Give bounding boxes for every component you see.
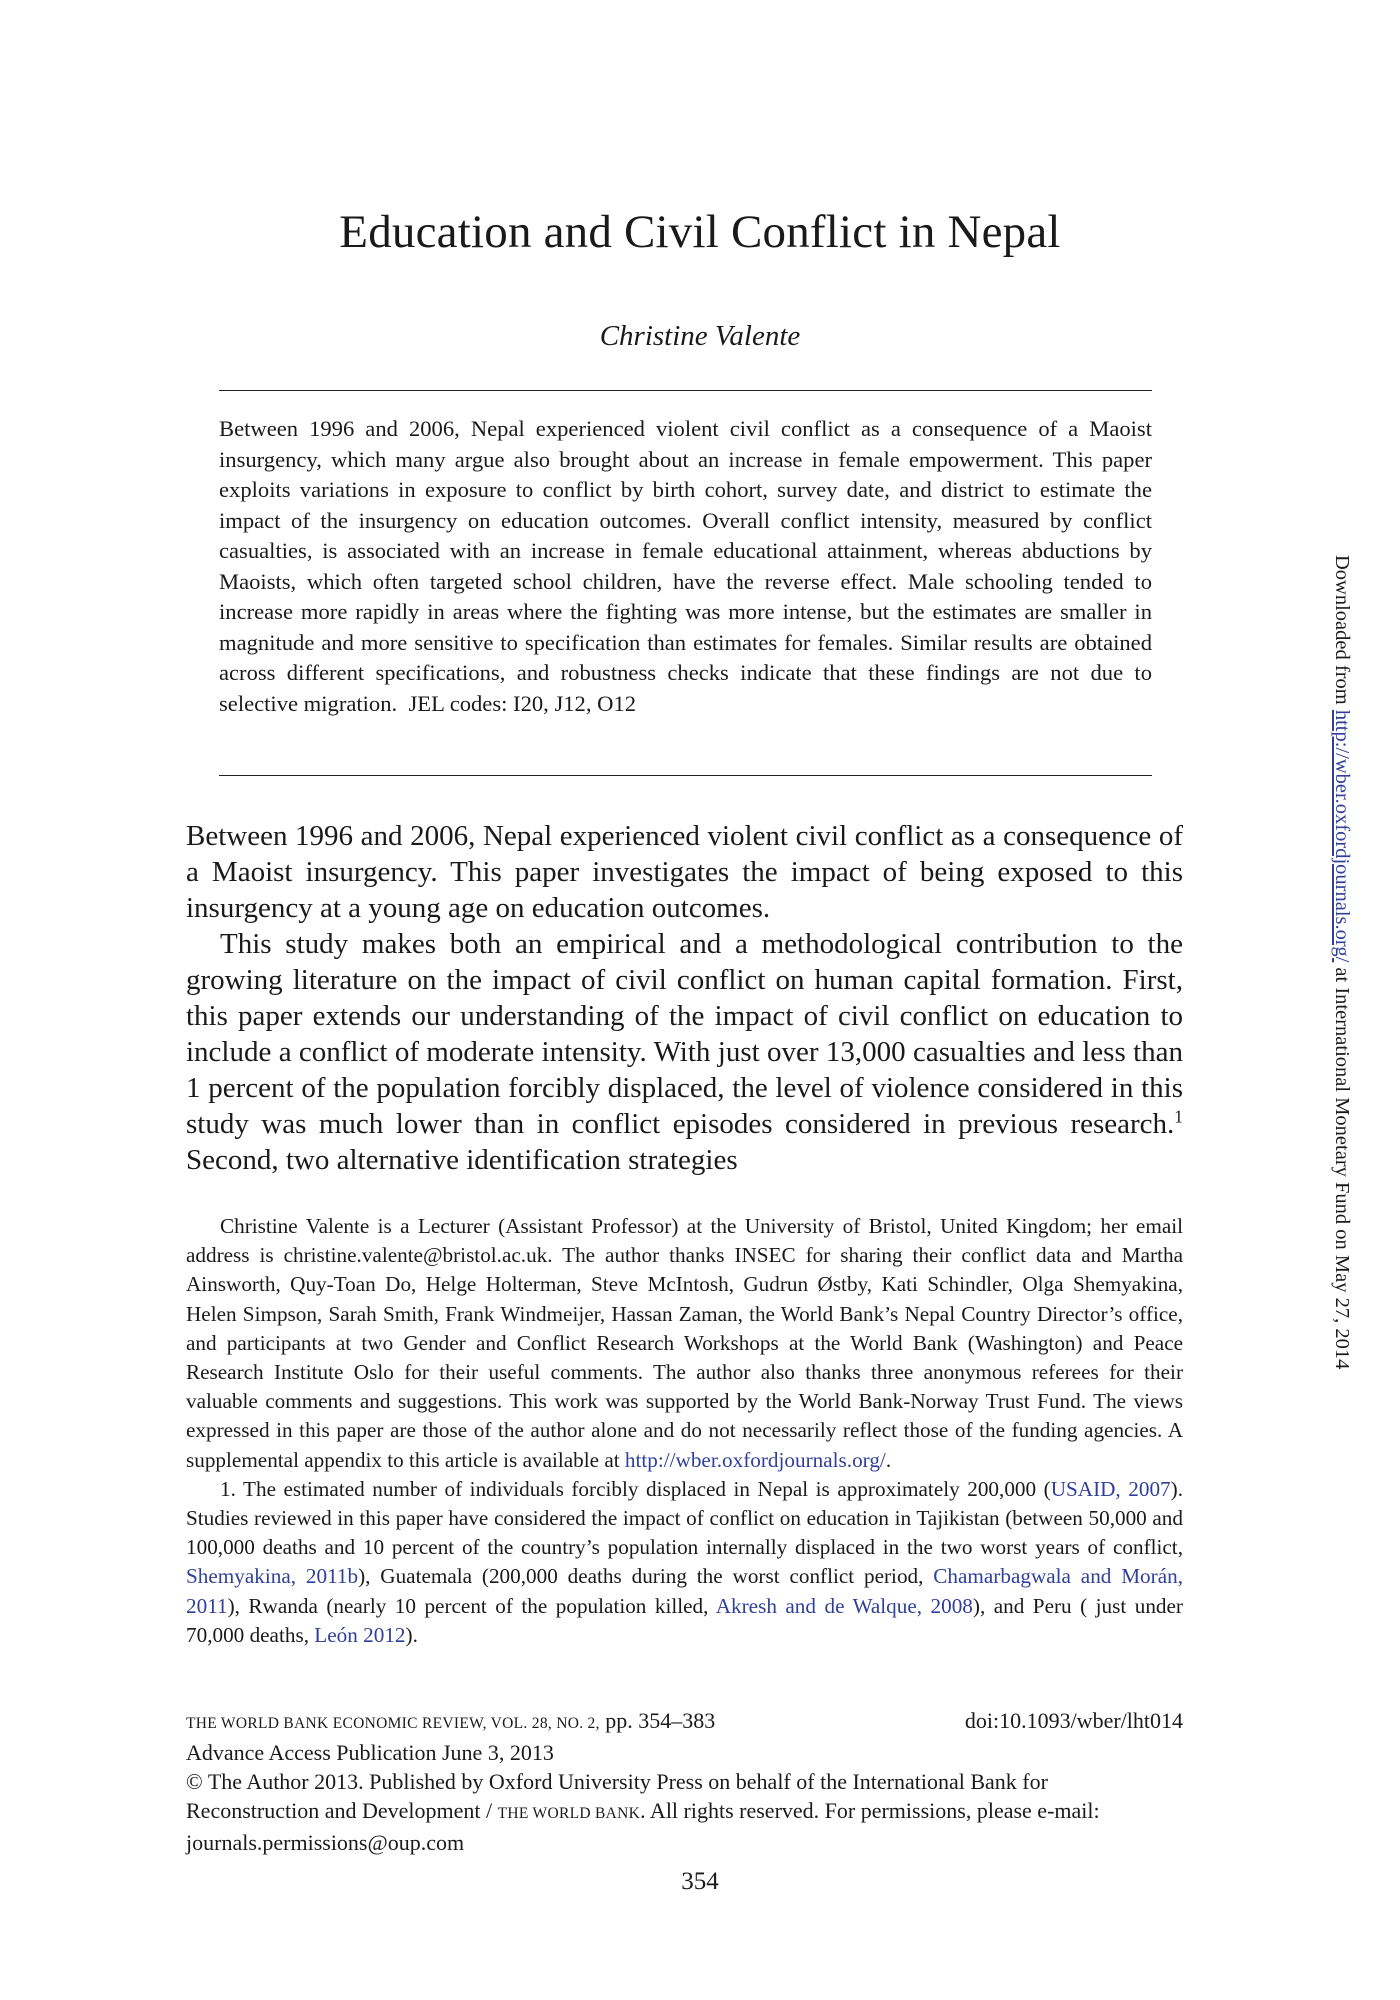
- copyright: [186, 1767, 1183, 1857]
- page-range: pp. 354–383: [599, 1708, 716, 1733]
- author-note-end: .: [885, 1447, 892, 1472]
- footnote-1-text-2: ). Studies reviewed in this paper have considered the impact of conflict on education in Tajikistan (between 50,000 and 100,000 deaths and 10 percent of the country’s population internally displaced in the two worst years of conflict,: [186, 1476, 1183, 1560]
- author-note-text: Christine Valente is a Lecturer (Assistant Professor) at the University of Bristol, United Kingdom; her email address is christine.valente@bristol.ac.uk. The author thanks INSEC for sharing their conflict data and Martha Ainsworth, Quy-Toan Do, Helge Holterman, Steve McIntosh, Gudrun Østby, Kati Schindler, Olga Shemyakina, Helen Simpson, Sarah Smith, Frank Windmeijer, Hassan Zaman, the World Bank’s Nepal Country Director’s office, and participants at two Gender and Conflict Research Workshops at the World Bank (Washington) and Peace Research Institute Oslo for their useful comments. The author also thanks three anonymous referees for their valuable comments and suggestions. This work was supported by the World Bank-Norway Trust Fund. The views expressed in this paper are those of the author alone and do not necessarily reflect those of the funding agencies. A supplemental appendix to this article is available at: [186, 1214, 1183, 1472]
- download-suffix: at International Monetary Fund on May 27, 2014: [1331, 962, 1353, 1370]
- ref-leon-2012[interactable]: León 2012: [314, 1622, 406, 1647]
- body-paragraph-2-tail: Second, two alternative identification strategies: [186, 1144, 738, 1176]
- ref-akresh-de-walque-2008[interactable]: Akresh and de Walque, 2008: [715, 1593, 973, 1618]
- advance-access: Advance Access Publication June 3, 2013: [186, 1740, 554, 1765]
- journal-name: THE WORLD BANK ECONOMIC REVIEW, VOL. 28, NO. 2,: [186, 1715, 600, 1732]
- ref-chamarbagwala-moran-2011[interactable]: Chamarbagwala and Morán, 2011: [186, 1564, 1184, 1618]
- jel-codes: JEL codes: I20, J12, O12: [397, 690, 637, 716]
- footnote-1-text-6: ).: [405, 1622, 418, 1647]
- footnote-1-text-3: ), Guatemala (200,000 deaths during the worst conflict period,: [358, 1564, 934, 1589]
- author-note: [186, 1212, 1183, 1475]
- doi: doi:10.1093/wber/lht014: [964, 1708, 1183, 1733]
- copyright-text-a: © The Author 2013. Published by Oxford University Press on behalf of the International Bank for Reconstruction and Development /: [186, 1769, 1048, 1823]
- author-name: Christine Valente: [599, 320, 801, 352]
- journal-citation: [186, 1706, 715, 1738]
- download-prefix: Downloaded from: [1331, 555, 1353, 710]
- footnote-1: [186, 1475, 1183, 1650]
- publication-info: [186, 1706, 1183, 1857]
- copyright-world-bank: THE WORLD BANK: [497, 1805, 641, 1822]
- copyright-text-b: . All rights reserved. For permissions, please e-mail: journals.permissions@oup.com: [186, 1798, 1100, 1855]
- footnote-marker[interactable]: 1: [1174, 1106, 1183, 1127]
- abstract: [219, 414, 1152, 719]
- ref-usaid-2007[interactable]: USAID, 2007: [1050, 1476, 1171, 1501]
- citation-row: [186, 1706, 1183, 1738]
- abstract-bottom-rule: [219, 775, 1152, 776]
- download-link[interactable]: http://wber.oxfordjournals.org/: [1331, 709, 1353, 963]
- body-paragraph-2: [186, 926, 1183, 1178]
- footnote-1-text-5: ), and Peru ( just under 70,000 deaths,: [186, 1593, 1183, 1647]
- supplement-link[interactable]: http://wber.oxfordjournals.org/: [624, 1447, 886, 1472]
- footnotes: [186, 1212, 1183, 1650]
- body-paragraph-1: Between 1996 and 2006, Nepal experienced violent civil conflict as a consequence of a Maoist insurgency. This paper investigates the impact of being exposed to this insurgency at a young age on education outcomes.: [186, 820, 1183, 924]
- paper-title: Education and Civil Conflict in Nepal: [339, 206, 1061, 258]
- abstract-top-rule: [219, 390, 1152, 391]
- body-paragraph-2-text: This study makes both an empirical and a methodological contribution to the growing literature on the impact of civil conflict on human capital formation. First, this paper extends our understanding of the impact of civil conflict on education to include a conflict of moderate intensity. With just over 13,000 casualties and less than 1 percent of the population forcibly displaced, the level of violence considered in this study was much lower than in conflict episodes considered in previous research.: [186, 928, 1183, 1140]
- download-watermark: [1330, 555, 1353, 1369]
- body-text: [186, 818, 1183, 1178]
- page-number: 354: [681, 1868, 719, 1895]
- footnote-1-text-1: 1. The estimated number of individuals forcibly displaced in Nepal is approximately 200,000 (: [220, 1476, 1051, 1501]
- footnote-1-text-4: ), Rwanda (nearly 10 percent of the population killed,: [227, 1593, 716, 1618]
- abstract-text: Between 1996 and 2006, Nepal experienced violent civil conflict as a consequence of a Maoist insurgency, which many argue also brought about an increase in female empowerment. This paper exploits variations in exposure to conflict by birth cohort, survey date, and district to estimate the impact of the insurgency on education outcomes. Overall conflict intensity, measured by conflict casualties, is associated with an increase in female educational attainment, whereas abductions by Maoists, which often targeted school children, have the reverse effect. Male schooling tended to increase more rapidly in areas where the fighting was more intense, but the estimates are smaller in magnitude and more sensitive to specification than estimates for females. Similar results are obtained across different specifications, and robustness checks indicate that these findings are not due to selective migration.: [219, 416, 1152, 716]
- ref-shemyakina-2011b[interactable]: Shemyakina, 2011b: [186, 1564, 359, 1589]
